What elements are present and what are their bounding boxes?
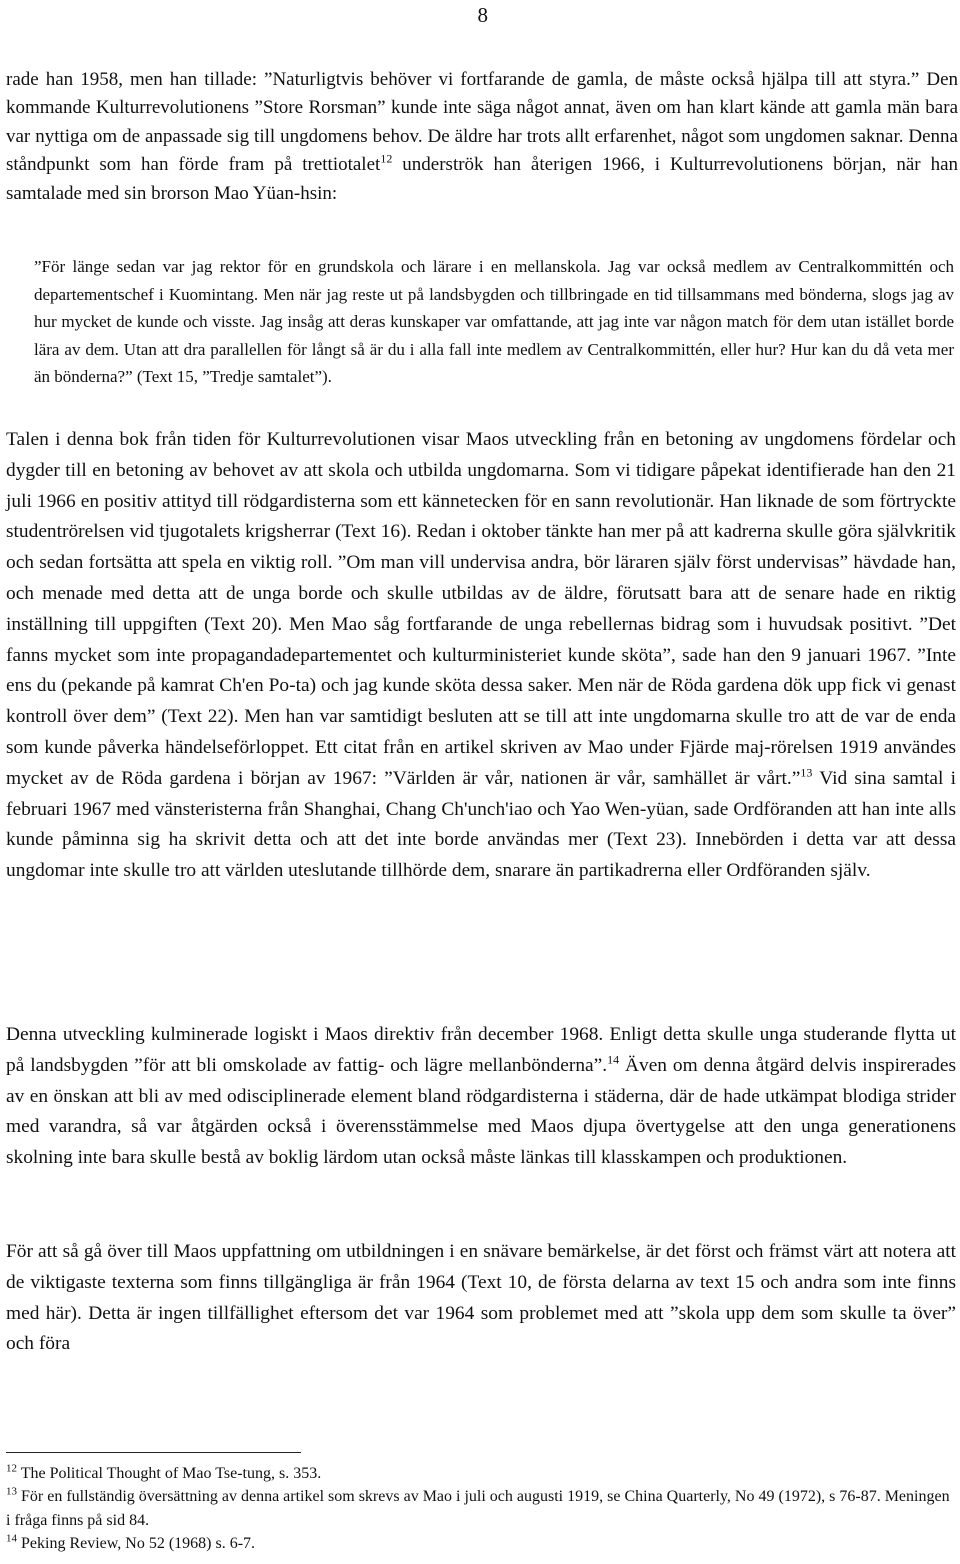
paragraph-2-text: Talen i denna bok från tiden för Kulturrevolutionen visar Maos utveckling från en betoning av ungdomens fördelar och dygder till en betoning av behovet av att skola och utbilda ungdomarna. Som vi tidigare påpekat identifierade han den 21 juli 1966 en positiv attityd till rödgardisterna som ett kännetecken för en sann revolutionär. Han liknade de som förtryckte studentrörelsen vid tjugotalets krigsherrar (Text 16). Redan i oktober tänkte han mer på att kadrerna skulle göra självkritik och sedan fortsätta att spela en viktig roll. ”Om man vill undervisa andra, bör läraren själv först undervisas” hävdade han, och menade med detta att de unga borde och skulle utbildas av de äldre, förutsatt bara att de senare hade en riktig inställning till uppgiften (Text 20). Men Mao såg fortfarande de unga rebellernas bidrag som i huvudsak positivt. ”Det fanns mycket som inte propagandadepartementet och kulturministeriet kunde sköta”, sade han den 9 januari 1967. ”Inte ens du (pekande på kamrat Ch'en Po-ta) och jag kunde sköta dessa saker. Men när de Röda gardena dök upp fick vi genast kontroll över dem” (Text 22). Men han var samtidigt besluten att se till att inte ungdomarna skulle tro att de var de enda som kunde påverka händelseförloppet. Ett citat från en artikel skriven av Mao under Fjärde maj-rörelsen 1919 användes mycket av de Röda gardena i början av 1967: ”Världen är vår, nationen är vår, samhället är vårt.” [6, 429, 956, 789]
body-paragraph-3 [6, 1020, 956, 1174]
intro-paragraph [6, 66, 958, 208]
footnote-ref-12[interactable]: 12 [380, 151, 393, 166]
page-number: 8 [477, 3, 488, 27]
footnotes [6, 1462, 956, 1556]
intro-text: rade han 1958, men han tillade: ”Naturligtvis behöver vi fortfarande de gamla, de måste också hjälpa till att styra.” Den kommande Kulturrevolutionens ”Store Rorsman” kunde inte säga något annat, även om han klart kände att gamla män bara var nyttiga om de anpassade sig till ungdomens behov. De äldre har trots allt erfarenhet, något som ungdomen saknar. Denna ståndpunkt som han förde fram på trettiotalet [6, 69, 958, 176]
footnote-number: 14 [6, 1532, 17, 1545]
paragraph-3-text-continued: Även om denna åtgärd delvis inspirerades av en önskan att bli av med odisciplinerade element bland rödgardisterna i städerna, där de hade utkämpat blodiga strider med varandra, så var åtgärden också i överensstämmelse med Maos djupa övertygelse att den unga generationens skolning inte bara skulle bestå av boklig lärdom utan också måste länkas till klasskampen och produktionen. [6, 1054, 956, 1169]
body-paragraph-2 [6, 425, 956, 887]
intro-text-continued: underströk han återigen 1966, i Kulturrevolutionens början, när han samtalade med sin brorson Mao Yüan-hsin: [6, 154, 958, 204]
footnote-text: För en fullständig översättning av denna artikel som skrevs av Mao i juli och augusti 1919, se China Quarterly, No 49 (1972), s 76-87. Meningen i fråga finns på sid 84. [6, 1488, 950, 1529]
footnote-13 [6, 1485, 956, 1532]
footnote-ref-14[interactable]: 14 [607, 1052, 620, 1067]
footnote-number: 13 [6, 1486, 17, 1499]
body-paragraph-4: För att så gå över till Maos uppfattning om utbildningen i en snävare bemärkelse, är det först och främst värt att notera att de viktigaste texterna som finns tillgängliga är från 1964 (Text 10, de första delarna av text 15 och andra som inte finns med här). Detta är ingen tillfällighet eftersom det var 1964 som problemet med att ”skola upp dem som skulle ta över” och föra [6, 1241, 956, 1355]
block-quote: ”För länge sedan var jag rektor för en grundskola och lärare i en mellanskola. Jag var också medlem av Centralkommittén och departementschef i Kuomintang. Men när jag reste ut på landsbygden och tillbringade en tid tillsammans med bönderna, slogs jag av hur mycket de kunde och visste. Jag insåg att deras kunskaper var omfattande, att jag inte var någon match för dem utan istället borde lära av dem. Utan att dra parallellen för långt så är du i alla fall inte medlem av Centralkommittén, eller hur? Hur kan du då veta mer än bönderna?” (Text 15, ”Tredje samtalet”). [34, 257, 954, 386]
paragraph-2-text-continued: Vid sina samtal i februari 1967 med vänsteristerna från Shanghai, Chang Ch'unch'iao och Yao Wen-yüan, sade Ordföranden att han inte alls kunde påminna sig ha skrivit detta och att det inte borde användas mer (Text 23). Innebörden i detta var att dessa ungdomar inte skulle tro att världen uteslutande tillhörde dem, snarare än partikadrerna eller Ordföranden själv. [6, 767, 957, 882]
footnote-14 [6, 1532, 956, 1555]
footnote-12 [6, 1462, 956, 1485]
footnote-text: Peking Review, No 52 (1968) s. 6-7. [17, 1535, 256, 1553]
paragraph-3-text: Denna utveckling kulminerade logiskt i Maos direktiv från december 1968. Enligt detta skulle unga studerande flytta ut på landsbygden ”för att bli omskolade av fattig- och lägre mellanbönderna”. [6, 1024, 956, 1076]
footnote-number: 12 [6, 1462, 17, 1475]
footnote-text: The Political Thought of Mao Tse-tung, s. 353. [17, 1465, 322, 1482]
footnote-divider [6, 1452, 301, 1453]
footnote-ref-13[interactable]: 13 [800, 765, 813, 780]
